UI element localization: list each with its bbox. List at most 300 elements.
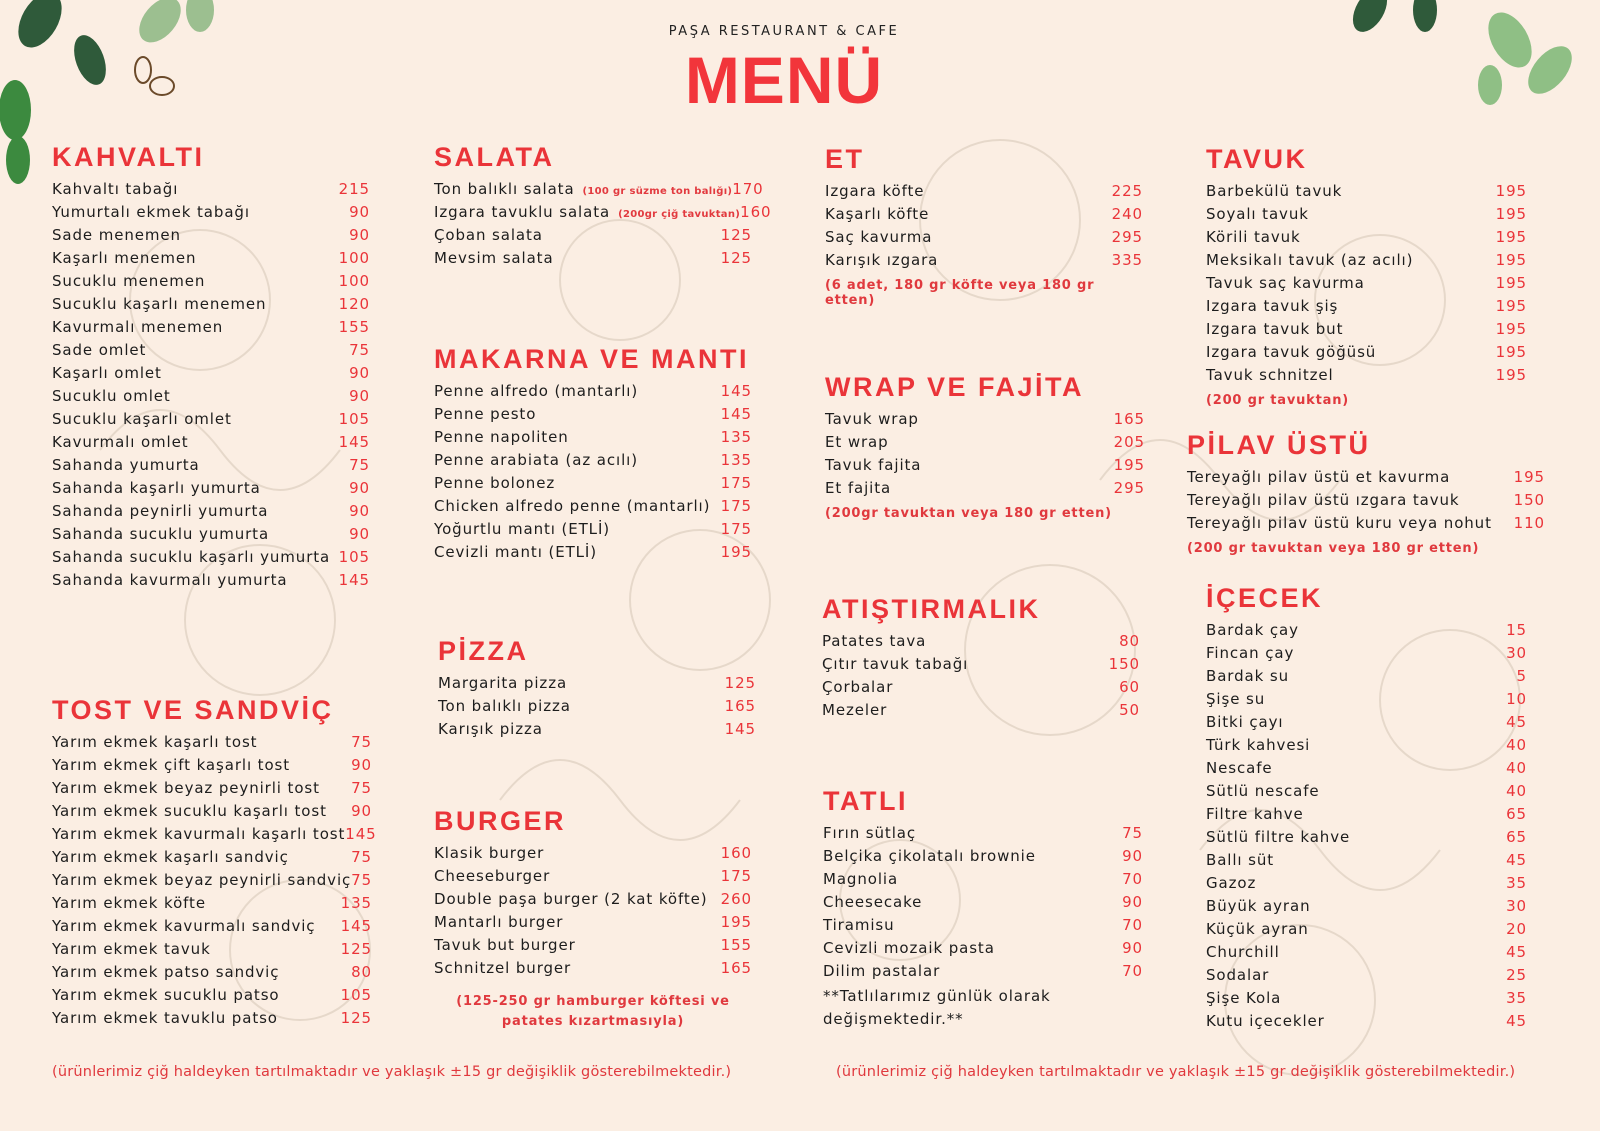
- item-price: 175: [720, 497, 752, 515]
- item-name: Yarım ekmek kavurmalı kaşarlı tost: [52, 825, 346, 843]
- item-name: Ton balıklı salata: [434, 180, 575, 198]
- item-price: 195: [1495, 205, 1527, 223]
- menu-item: [434, 249, 752, 272]
- item-name: Sahanda yumurta: [52, 456, 200, 474]
- menu-item: [434, 405, 752, 428]
- menu-item: [825, 410, 1145, 433]
- menu-item: [434, 180, 764, 203]
- item-name: Şişe Kola: [1206, 989, 1282, 1007]
- item-price: 165: [720, 959, 752, 977]
- item-name: Sahanda peynirli yumurta: [52, 502, 269, 520]
- item-price: 75: [351, 871, 373, 889]
- item-name: Yarım ekmek beyaz peynirli sandviç: [52, 871, 352, 889]
- item-name: Yarım ekmek tavuklu patso: [52, 1009, 278, 1027]
- menu-item: [1206, 182, 1527, 205]
- menu-item: [52, 1009, 372, 1032]
- item-name: Ton balıklı pizza: [438, 697, 571, 715]
- menu-item: [1206, 644, 1527, 667]
- section-title: SALATA: [434, 142, 555, 172]
- section-note: (6 adet, 180 gr köfte veya 180 gr etten): [825, 278, 1095, 308]
- item-name: Kutu içecekler: [1206, 1012, 1325, 1030]
- item-name: Yarım ekmek kavurmalı sandviç: [52, 917, 316, 935]
- item-price: 45: [1506, 851, 1527, 869]
- menu-section-atistirmalik: [822, 594, 1140, 724]
- item-price: 145: [338, 433, 370, 451]
- item-name: Sahanda sucuklu yumurta: [52, 525, 270, 543]
- item-name: Yarım ekmek kaşarlı tost: [52, 733, 258, 751]
- menu-item: [52, 756, 372, 779]
- item-price: 35: [1506, 989, 1527, 1007]
- item-price: 205: [1113, 433, 1145, 451]
- menu-item: [825, 479, 1145, 502]
- menu-item: [825, 182, 1143, 205]
- item-price: 175: [720, 520, 752, 538]
- item-name: Karışık ızgara: [825, 251, 939, 269]
- item-price: 105: [338, 548, 370, 566]
- item-price: 195: [1495, 228, 1527, 246]
- item-price: 110: [1513, 514, 1545, 532]
- item-name: Cevizli mozaik pasta: [823, 939, 995, 957]
- item-name: Yarım ekmek sucuklu kaşarlı tost: [52, 802, 327, 820]
- menu-item: [434, 520, 752, 543]
- item-price: 125: [724, 674, 756, 692]
- item-price: 240: [1111, 205, 1143, 223]
- item-name: Sütlü filtre kahve: [1206, 828, 1351, 846]
- item-name: Bitki çayı: [1206, 713, 1284, 731]
- menu-section-et: [825, 144, 1143, 308]
- menu-item: [823, 962, 1143, 985]
- item-name: Penne napoliten: [434, 428, 569, 446]
- item-name: Kavurmalı menemen: [52, 318, 224, 336]
- item-name: Çoban salata: [434, 226, 543, 244]
- item-name: Yarım ekmek kaşarlı sandviç: [52, 848, 289, 866]
- menu-item: [1206, 805, 1527, 828]
- item-name: Izgara tavuklu salata: [434, 203, 611, 221]
- item-price: 90: [1122, 939, 1143, 957]
- menu-section-burger: [434, 806, 752, 1032]
- menu-section-icecek: [1206, 583, 1527, 1035]
- menu-item: [52, 387, 370, 410]
- menu-item: [434, 428, 752, 451]
- item-name: Büyük ayran: [1206, 897, 1311, 915]
- menu-item: [823, 847, 1143, 870]
- menu-item: [823, 939, 1143, 962]
- section-title: ET: [825, 144, 865, 174]
- menu-item: [822, 678, 1140, 701]
- section-remark: **Tatlılarımız günlük olarak değişmektedir.**: [823, 987, 1051, 1028]
- menu-item: [823, 824, 1143, 847]
- item-name: Tereyağlı pilav üstü et kavurma: [1187, 468, 1451, 486]
- menu-item: [52, 249, 370, 272]
- menu-section-wrap: [825, 372, 1145, 521]
- menu-item: [52, 940, 372, 963]
- item-price: 195: [1513, 468, 1545, 486]
- menu-item: [438, 720, 756, 743]
- item-name: Et fajita: [825, 479, 892, 497]
- item-name: Cevizli mantı (ETLİ): [434, 543, 597, 561]
- menu-item: [822, 632, 1140, 655]
- item-price: 145: [338, 571, 370, 589]
- menu-item: [52, 180, 370, 203]
- item-price: 15: [1506, 621, 1527, 639]
- item-price: 40: [1506, 782, 1527, 800]
- menu-section-tatli: [823, 786, 1143, 1031]
- item-price: 195: [1495, 274, 1527, 292]
- menu-item: [1206, 759, 1527, 782]
- menu-item: [1206, 782, 1527, 805]
- menu-section-kahvalti: [52, 142, 370, 594]
- item-price: 155: [338, 318, 370, 336]
- item-name: Türk kahvesi: [1206, 736, 1311, 754]
- item-name: Tavuk saç kavurma: [1206, 274, 1365, 292]
- menu-item: [52, 318, 370, 341]
- item-name: Tiramisu: [823, 916, 895, 934]
- menu-item: [52, 871, 372, 894]
- item-name: Yarım ekmek sucuklu patso: [52, 986, 280, 1004]
- menu-item: [1206, 366, 1527, 389]
- item-name: Fırın sütlaç: [823, 824, 917, 842]
- item-price: 90: [1122, 893, 1143, 911]
- item-price: 225: [1111, 182, 1143, 200]
- section-note: (200 gr tavuktan veya 180 gr etten): [1187, 541, 1480, 556]
- item-price: 155: [720, 936, 752, 954]
- menu-item: [1206, 228, 1527, 251]
- section-note: (125-250 gr hamburger köftesi ve patates kızartmasıyla): [456, 994, 730, 1029]
- item-price: 150: [1108, 655, 1140, 673]
- item-price: 125: [340, 940, 372, 958]
- menu-item: [52, 479, 370, 502]
- item-price: 70: [1122, 870, 1143, 888]
- item-price: 295: [1111, 228, 1143, 246]
- menu-item: [52, 525, 370, 548]
- item-price: 90: [351, 756, 372, 774]
- section-title: BURGER: [434, 806, 567, 836]
- item-name: Sade omlet: [52, 341, 147, 359]
- item-name: Sahanda sucuklu kaşarlı yumurta: [52, 548, 331, 566]
- menu-item: [52, 502, 370, 525]
- item-price: 160: [720, 844, 752, 862]
- menu-item: [1206, 667, 1527, 690]
- menu-item: [52, 548, 370, 571]
- menu-item: [434, 543, 752, 566]
- menu-item: [52, 341, 370, 364]
- item-name: Tereyağlı pilav üstü kuru veya nohut: [1187, 514, 1492, 532]
- item-name: Penne alfredo (mantarlı): [434, 382, 639, 400]
- section-title: MAKARNA VE MANTI: [434, 344, 749, 374]
- item-name: Cheeseburger: [434, 867, 551, 885]
- menu-item: [52, 848, 372, 871]
- item-price: 165: [1113, 410, 1145, 428]
- menu-item: [822, 655, 1140, 678]
- item-price: 20: [1506, 920, 1527, 938]
- item-name: Karışık pizza: [438, 720, 543, 738]
- item-name: Churchill: [1206, 943, 1280, 961]
- item-name: Yoğurtlu mantı (ETLİ): [434, 520, 611, 538]
- item-name: Chicken alfredo penne (mantarlı): [434, 497, 711, 515]
- item-price: 90: [349, 479, 370, 497]
- item-price: 70: [1122, 962, 1143, 980]
- item-portion-note: (200gr çiğ tavuktan): [618, 209, 741, 220]
- item-name: Bardak çay: [1206, 621, 1299, 639]
- menu-item: [52, 410, 370, 433]
- item-price: 145: [340, 917, 372, 935]
- item-price: 45: [1506, 713, 1527, 731]
- item-name: Kahvaltı tabağı: [52, 180, 179, 198]
- item-price: 335: [1111, 251, 1143, 269]
- item-name: Kaşarlı omlet: [52, 364, 162, 382]
- menu-item: [434, 226, 752, 249]
- item-price: 145: [345, 825, 377, 843]
- menu-item: [1206, 251, 1527, 274]
- menu-item: [438, 674, 756, 697]
- item-name: Magnolia: [823, 870, 899, 888]
- item-price: 25: [1506, 966, 1527, 984]
- item-name: Yarım ekmek çift kaşarlı tost: [52, 756, 291, 774]
- item-price: 90: [351, 802, 372, 820]
- item-name: Tavuk but burger: [434, 936, 576, 954]
- item-name: Çıtır tavuk tabağı: [822, 655, 969, 673]
- item-price: 80: [351, 963, 372, 981]
- item-name: Mantarlı burger: [434, 913, 564, 931]
- item-name: Gazoz: [1206, 874, 1257, 892]
- item-price: 165: [724, 697, 756, 715]
- item-name: Sucuklu menemen: [52, 272, 206, 290]
- menu-item: [825, 205, 1143, 228]
- menu-item: [825, 456, 1145, 479]
- restaurant-name: PAŞA RESTAURANT & CAFE: [668, 24, 900, 39]
- item-price: 90: [349, 525, 370, 543]
- menu-item: [1206, 874, 1527, 897]
- menu-item: [1206, 736, 1527, 759]
- item-name: Küçük ayran: [1206, 920, 1309, 938]
- menu-section-salata: [434, 142, 772, 272]
- menu-item: [823, 893, 1143, 916]
- menu-item: [434, 959, 752, 982]
- menu-item: [1206, 920, 1527, 943]
- item-name: Şişe su: [1206, 690, 1266, 708]
- menu-item: [1206, 966, 1527, 989]
- item-name: Patates tava: [822, 632, 927, 650]
- menu-item: [1187, 514, 1545, 537]
- menu-item: [1206, 621, 1527, 644]
- item-price: 195: [1495, 366, 1527, 384]
- menu-item: [823, 870, 1143, 893]
- menu-item: [52, 894, 372, 917]
- menu-item: [434, 844, 752, 867]
- menu-item: [434, 203, 772, 226]
- item-price: 195: [720, 913, 752, 931]
- menu-item: [434, 474, 752, 497]
- menu-section-tavuk: [1206, 144, 1527, 408]
- menu-item: [825, 228, 1143, 251]
- menu-item: [52, 295, 370, 318]
- menu-item: [52, 203, 370, 226]
- menu-item: [1206, 690, 1527, 713]
- item-name: Klasik burger: [434, 844, 545, 862]
- item-price: 50: [1119, 701, 1140, 719]
- item-name: Sucuklu kaşarlı omlet: [52, 410, 232, 428]
- item-name: Sucuklu omlet: [52, 387, 171, 405]
- menu-section-tost: [52, 695, 377, 1032]
- item-price: 65: [1506, 828, 1527, 846]
- item-price: 195: [1495, 182, 1527, 200]
- section-title: İÇECEK: [1206, 583, 1324, 613]
- item-name: Sodalar: [1206, 966, 1270, 984]
- item-price: 75: [349, 456, 370, 474]
- menu-item: [825, 433, 1145, 456]
- item-price: 90: [349, 502, 370, 520]
- item-name: Izgara köfte: [825, 182, 925, 200]
- item-price: 90: [349, 203, 370, 221]
- item-name: Yarım ekmek patso sandviç: [52, 963, 280, 981]
- item-price: 80: [1119, 632, 1140, 650]
- item-price: 45: [1506, 943, 1527, 961]
- menu-item: [52, 272, 370, 295]
- item-name: Sade menemen: [52, 226, 181, 244]
- item-price: 75: [349, 341, 370, 359]
- item-price: 195: [1113, 456, 1145, 474]
- item-price: 65: [1506, 805, 1527, 823]
- menu-item: [52, 571, 370, 594]
- menu-item: [52, 963, 372, 986]
- item-price: 175: [720, 867, 752, 885]
- section-title: TAVUK: [1206, 144, 1308, 174]
- section-note: (200gr tavuktan veya 180 gr etten): [825, 506, 1112, 521]
- section-note: (200 gr tavuktan): [1206, 393, 1349, 408]
- item-name: Meksikalı tavuk (az acılı): [1206, 251, 1414, 269]
- item-price: 105: [338, 410, 370, 428]
- item-price: 295: [1113, 479, 1145, 497]
- item-name: Saç kavurma: [825, 228, 933, 246]
- menu-item: [434, 890, 752, 913]
- item-price: 125: [720, 249, 752, 267]
- item-name: Dilim pastalar: [823, 962, 941, 980]
- menu-item: [1206, 828, 1527, 851]
- item-price: 195: [1495, 251, 1527, 269]
- menu-item: [434, 497, 752, 520]
- item-price: 30: [1506, 644, 1527, 662]
- item-name: Tavuk schnitzel: [1206, 366, 1334, 384]
- item-name: Sahanda kaşarlı yumurta: [52, 479, 261, 497]
- menu-item: [434, 451, 752, 474]
- section-title: TOST VE SANDVİÇ: [52, 695, 334, 725]
- item-name: Bardak su: [1206, 667, 1289, 685]
- item-name: Margarita pizza: [438, 674, 568, 692]
- item-name: Penne arabiata (az acılı): [434, 451, 639, 469]
- item-price: 70: [1122, 916, 1143, 934]
- section-title: PİZZA: [438, 636, 529, 666]
- section-title: PİLAV ÜSTÜ: [1187, 430, 1371, 460]
- item-name: Tereyağlı pilav üstü ızgara tavuk: [1187, 491, 1460, 509]
- menu-item: [52, 226, 370, 249]
- menu-item: [434, 913, 752, 936]
- item-name: Ballı süt: [1206, 851, 1275, 869]
- item-name: Barbekülü tavuk: [1206, 182, 1343, 200]
- footer-note-left: (ürünlerimiz çiğ haldeyken tartılmaktadır ve yaklaşık ±15 gr değişiklik gösterebilmektedir.): [52, 1064, 732, 1080]
- item-name: Schnitzel burger: [434, 959, 572, 977]
- item-name: Yumurtalı ekmek tabağı: [52, 203, 250, 221]
- item-price: 145: [720, 405, 752, 423]
- item-price: 90: [349, 226, 370, 244]
- item-price: 105: [340, 986, 372, 1004]
- item-name: Tavuk wrap: [825, 410, 919, 428]
- menu-item: [52, 802, 372, 825]
- item-price: 195: [1495, 320, 1527, 338]
- menu-item: [822, 701, 1140, 724]
- menu-item: [1206, 205, 1527, 228]
- item-name: Soyalı tavuk: [1206, 205, 1309, 223]
- item-price: 215: [338, 180, 370, 198]
- menu-item: [434, 867, 752, 890]
- item-price: 100: [338, 272, 370, 290]
- item-price: 135: [720, 451, 752, 469]
- item-name: Izgara tavuk göğüsü: [1206, 343, 1377, 361]
- menu-section-pizza: [438, 636, 756, 743]
- menu-section-pilav: [1187, 430, 1545, 556]
- item-price: 35: [1506, 874, 1527, 892]
- item-name: Nescafe: [1206, 759, 1273, 777]
- item-price: 150: [1513, 491, 1545, 509]
- item-price: 40: [1506, 736, 1527, 754]
- item-price: 125: [340, 1009, 372, 1027]
- menu-item: [52, 917, 372, 940]
- section-title: WRAP VE FAJİTA: [825, 372, 1085, 402]
- item-name: Sahanda kavurmalı yumurta: [52, 571, 288, 589]
- item-name: Cheesecake: [823, 893, 923, 911]
- item-name: Penne bolonez: [434, 474, 556, 492]
- menu-item: [1187, 491, 1545, 514]
- item-name: Izgara tavuk but: [1206, 320, 1344, 338]
- item-name: Tavuk fajita: [825, 456, 922, 474]
- item-price: 75: [1122, 824, 1143, 842]
- item-price: 75: [351, 779, 372, 797]
- menu-item: [52, 986, 372, 1009]
- menu-item: [52, 456, 370, 479]
- item-price: 145: [720, 382, 752, 400]
- item-price: 5: [1516, 667, 1527, 685]
- item-name: Kavurmalı omlet: [52, 433, 189, 451]
- item-name: Yarım ekmek köfte: [52, 894, 206, 912]
- item-price: 195: [1495, 343, 1527, 361]
- menu-item: [438, 697, 756, 720]
- item-name: Penne pesto: [434, 405, 537, 423]
- item-price: 100: [338, 249, 370, 267]
- item-price: 195: [720, 543, 752, 561]
- menu-item: [1206, 897, 1527, 920]
- item-name: Kaşarlı menemen: [52, 249, 197, 267]
- item-name: Sütlü nescafe: [1206, 782, 1320, 800]
- menu-item: [1206, 1012, 1527, 1035]
- item-price: 90: [349, 364, 370, 382]
- item-name: Et wrap: [825, 433, 889, 451]
- item-price: 125: [720, 226, 752, 244]
- item-name: Sucuklu kaşarlı menemen: [52, 295, 267, 313]
- menu-item: [52, 364, 370, 387]
- menu-item: [1187, 468, 1545, 491]
- menu-item: [1206, 989, 1527, 1012]
- item-name: Mezeler: [822, 701, 888, 719]
- item-price: 90: [1122, 847, 1143, 865]
- item-price: 120: [338, 295, 370, 313]
- item-portion-note: (100 gr süzme ton balığı): [582, 186, 733, 197]
- menu-item: [823, 916, 1143, 939]
- menu-item: [1206, 943, 1527, 966]
- footer-note-right: (ürünlerimiz çiğ haldeyken tartılmaktadır ve yaklaşık ±15 gr değişiklik gösterebilmektedir.): [836, 1064, 1516, 1080]
- menu-item: [825, 251, 1143, 274]
- item-name: Belçika çikolatalı brownie: [823, 847, 1036, 865]
- item-price: 135: [340, 894, 372, 912]
- section-title: KAHVALTI: [52, 142, 205, 172]
